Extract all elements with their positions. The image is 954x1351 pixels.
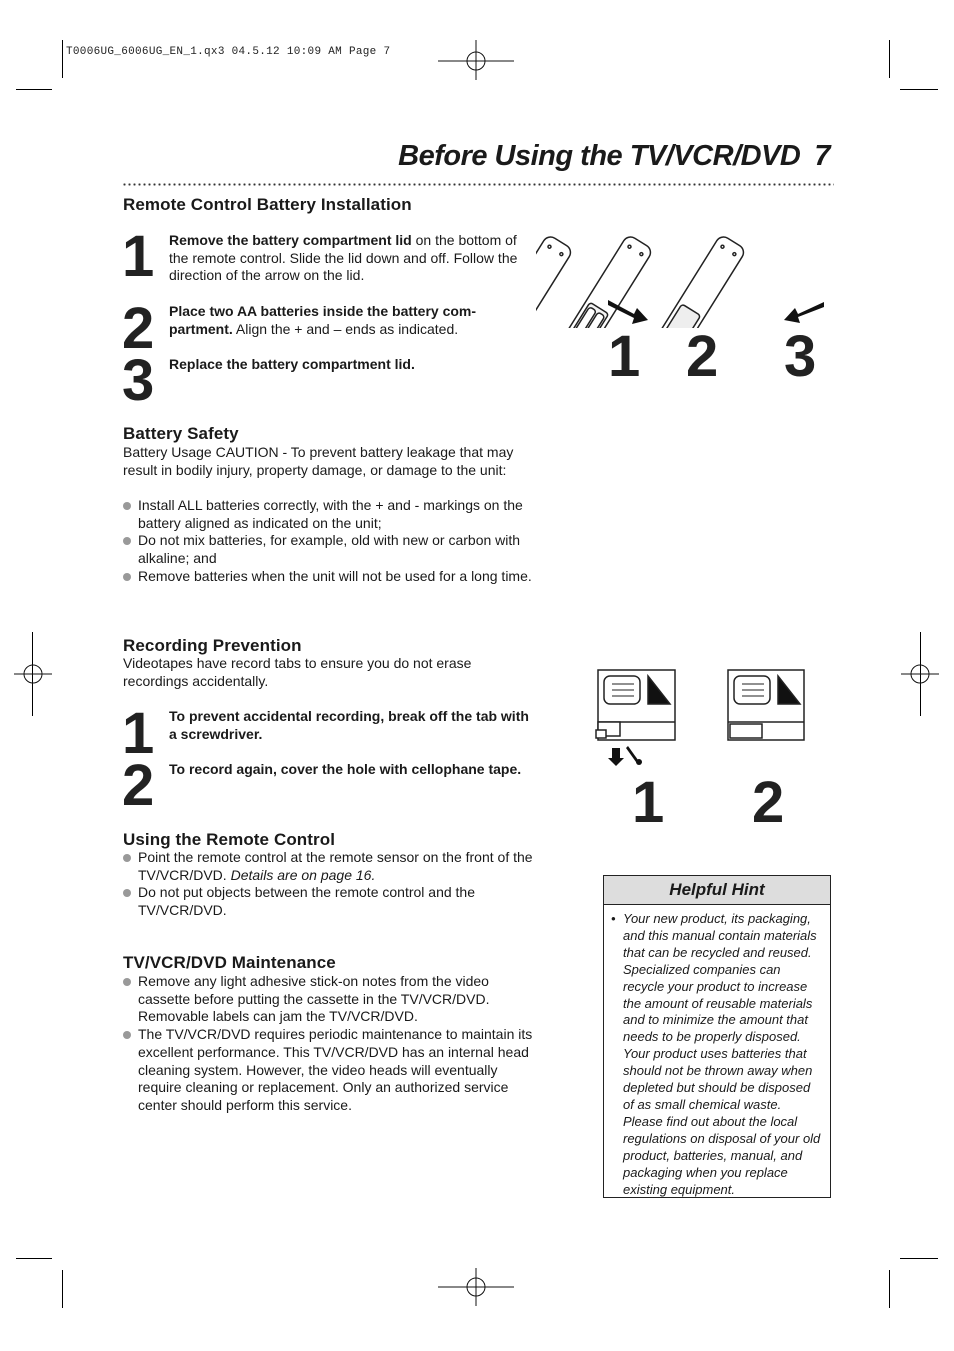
page-title-text: Before Using the TV/VCR/DVD bbox=[398, 140, 801, 172]
list-item-text: Remove any light adhesive stick-on notes from the video cassette before putting the cassette in the TV/VCR/DVD. Removable labels can jam the TV/VCR/DVD. bbox=[138, 973, 490, 1025]
figure-label: 1 bbox=[608, 324, 641, 389]
battery-safety-list bbox=[123, 497, 533, 586]
recording-prevention-heading: Recording Prevention bbox=[123, 636, 302, 655]
hint-body bbox=[604, 905, 830, 1198]
list-item bbox=[123, 973, 533, 1026]
recording-step-1 bbox=[169, 708, 529, 743]
step-number: 1 bbox=[122, 701, 153, 766]
list-item bbox=[123, 532, 533, 567]
step-number: 3 bbox=[122, 348, 153, 413]
step-bold: Place two AA batteries inside the battery compartment. bbox=[169, 303, 477, 337]
list-item bbox=[123, 497, 533, 532]
page-title bbox=[398, 140, 830, 173]
using-remote-list bbox=[123, 849, 533, 920]
list-item-text: Do not put objects between the remote control and the TV/VCR/DVD. bbox=[138, 884, 475, 919]
list-item-text: Install ALL batteries correctly, with the + and - markings on the battery aligned as indicated on the unit; bbox=[138, 497, 523, 531]
battery-install-heading: Remote Control Battery Installation bbox=[123, 195, 412, 214]
bullet-icon bbox=[123, 1031, 131, 1039]
list-item-text: Do not mix batteries, for example, old with new or carbon with alkaline; and bbox=[138, 532, 521, 567]
battery-safety-heading: Battery Safety bbox=[123, 424, 239, 443]
recording-prevention-intro: Videotapes have record tabs to ensure you do not erase recordings accidentally. bbox=[123, 655, 472, 689]
using-remote-heading: Using the Remote Control bbox=[123, 830, 336, 849]
list-item-text: The TV/VCR/DVD requires periodic maintenance to maintain its excellent performance. This TV/VCR/DVD has an internal head cleaning system. However, the video heads will eventually require cleaning or replacement. Only an authorized service center should perform this service. bbox=[138, 1026, 533, 1113]
remote-battery-illustration bbox=[536, 228, 836, 328]
step-number: 2 bbox=[122, 753, 153, 818]
battery-step-3 bbox=[169, 356, 529, 374]
step-text: Align the + and – ends as indicated. bbox=[232, 320, 459, 337]
step-bold: Remove the battery compartment lid bbox=[169, 232, 412, 248]
battery-safety-intro: Battery Usage CAUTION - To prevent battery leakage that may result in bodily injury, property damage, or damage to the unit: bbox=[123, 444, 514, 478]
figure-label: 2 bbox=[686, 324, 719, 389]
list-item-text: Point the remote control at the remote sensor on the front of the TV/VCR/DVD. bbox=[138, 849, 533, 883]
recording-step-2 bbox=[169, 761, 529, 779]
dotted-rule bbox=[122, 183, 834, 186]
bullet-icon bbox=[123, 889, 131, 897]
print-slug: T0006UG_6006UG_EN_1.qx3 04.5.12 10:09 AM Page 7 bbox=[66, 46, 391, 58]
step-bold: To prevent accidental recording, break off the tab with a screwdriver. bbox=[169, 708, 529, 742]
battery-step-1 bbox=[169, 232, 529, 285]
page-reference: Details are on page 16. bbox=[230, 866, 376, 883]
step-number: 1 bbox=[122, 224, 153, 289]
list-item-text: Remove batteries when the unit will not be used for a long time. bbox=[138, 567, 532, 584]
figure-label: 2 bbox=[752, 770, 785, 835]
list-item bbox=[123, 849, 533, 884]
bullet-icon bbox=[123, 854, 131, 862]
page-number: 7 bbox=[814, 140, 830, 172]
list-item bbox=[123, 884, 533, 919]
maintenance-heading: TV/VCR/DVD Maintenance bbox=[123, 953, 336, 972]
list-item bbox=[123, 1026, 533, 1115]
hint-text: Your new product, its packaging, and this manual contain materials that can be recycled and reused. Specialized companies can recycle your product to increase the amount of reusable materials and to minimize the amount that needs to be properly disposed. Your product uses batteries that should not be thrown away when depleted but should be disposed of as small chemical waste. Please find out about the local regulations on disposal of your old product, batteries, manual, and packaging when you replace existing equipment. bbox=[623, 911, 821, 1197]
step-bold: Replace the battery compartment lid. bbox=[169, 356, 415, 372]
hint-title: Helpful Hint bbox=[604, 876, 830, 905]
step-text: on the bottom of the remote control. Slide the lid down and off. Follow the direction of the arrow on the lid. bbox=[169, 232, 518, 283]
bullet-icon bbox=[123, 502, 131, 510]
maintenance-list bbox=[123, 973, 533, 1115]
step-number: 2 bbox=[122, 296, 153, 361]
figure-label: 1 bbox=[632, 770, 665, 835]
battery-step-2 bbox=[169, 303, 529, 338]
list-item bbox=[123, 568, 533, 586]
bullet-icon bbox=[123, 573, 131, 581]
figure-label: 3 bbox=[784, 324, 817, 389]
bullet-icon: • bbox=[611, 911, 616, 926]
cassette-tab-illustration bbox=[590, 664, 810, 774]
helpful-hint-box bbox=[603, 875, 831, 1198]
bullet-icon bbox=[123, 978, 131, 986]
step-bold: To record again, cover the hole with cellophane tape. bbox=[169, 761, 522, 777]
bullet-icon bbox=[123, 537, 131, 545]
